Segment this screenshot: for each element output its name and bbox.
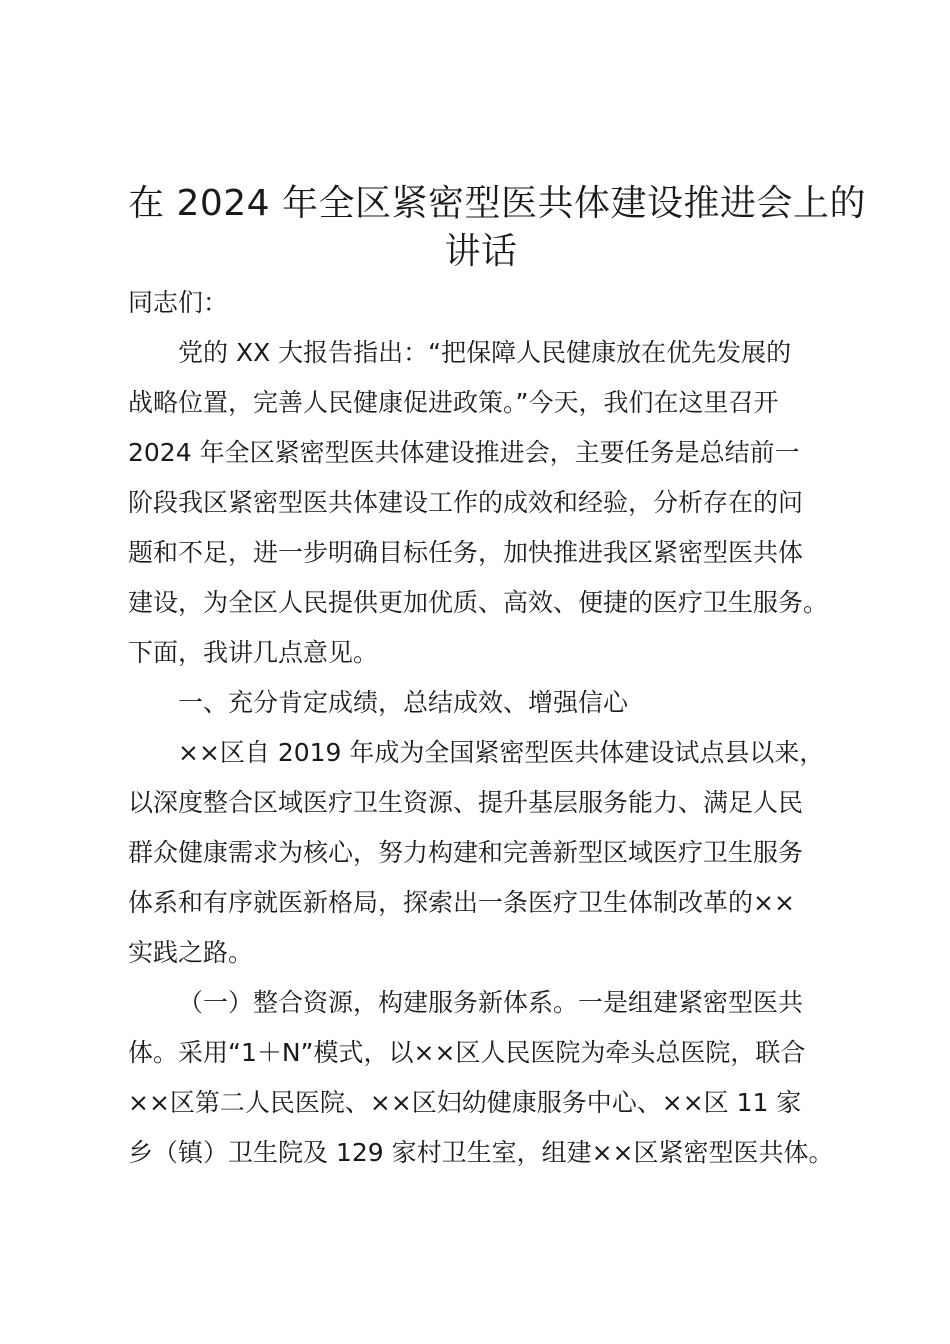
text-line: 党的 XX 大报告指出：“把保障人民健康放在优先发展的 — [178, 338, 792, 367]
text-line: 阶段我区紧密型医共体建设工作的成效和经验，分析存在的问 — [128, 488, 804, 517]
text-line: 实践之路。 — [128, 938, 254, 967]
text-line: 下面，我讲几点意见。 — [128, 638, 379, 667]
text-line: 体。采用“1＋N”模式，以××区人民医院为牵头总医院，联合 — [128, 1038, 806, 1067]
text-line: 2024 年全区紧密型医共体建设推进会，主要任务是总结前一 — [128, 438, 800, 467]
document-page — [128, 180, 867, 1178]
title-line: 讲话 — [444, 231, 518, 272]
text-line: 战略位置，完善人民健康促进政策。”今天，我们在这里召开 — [128, 388, 779, 417]
section-heading — [128, 678, 834, 728]
text-line: ××区第二人民医院、××区妇幼健康服务中心、××区 11 家 — [128, 1088, 802, 1117]
document-title — [128, 180, 867, 276]
text-line: （一）整合资源，构建服务新体系。一是组建紧密型医共 — [178, 988, 804, 1017]
paragraph-intro — [128, 328, 834, 678]
text-line: 乡（镇）卫生院及 129 家村卫生室，组建××区紧密型医共体。 — [128, 1138, 834, 1167]
text-line: 一、充分肯定成绩，总结成效、增强信心 — [178, 688, 629, 717]
text-line: 以深度整合区域医疗卫生资源、提升基层服务能力、满足人民 — [128, 788, 804, 817]
text-line: ××区自 2019 年成为全国紧密型医共体建设试点县以来， — [178, 738, 825, 767]
text-line: 建设，为全区人民提供更加优质、高效、便捷的医疗卫生服务。 — [128, 588, 829, 617]
text-line: 题和不足，进一步明确目标任务，加快推进我区紧密型医共体 — [128, 538, 804, 567]
paragraph-integration — [128, 978, 834, 1178]
text-line: 群众健康需求为核心，努力构建和完善新型区域医疗卫生服务 — [128, 838, 804, 867]
salutation: 同志们： — [128, 288, 229, 317]
text-line: 体系和有序就医新格局，探索出一条医疗卫生体制改革的×× — [128, 888, 795, 917]
title-line: 在 2024 年全区紧密型医共体建设推进会上的 — [128, 183, 867, 224]
paragraph-achievements — [128, 728, 834, 978]
